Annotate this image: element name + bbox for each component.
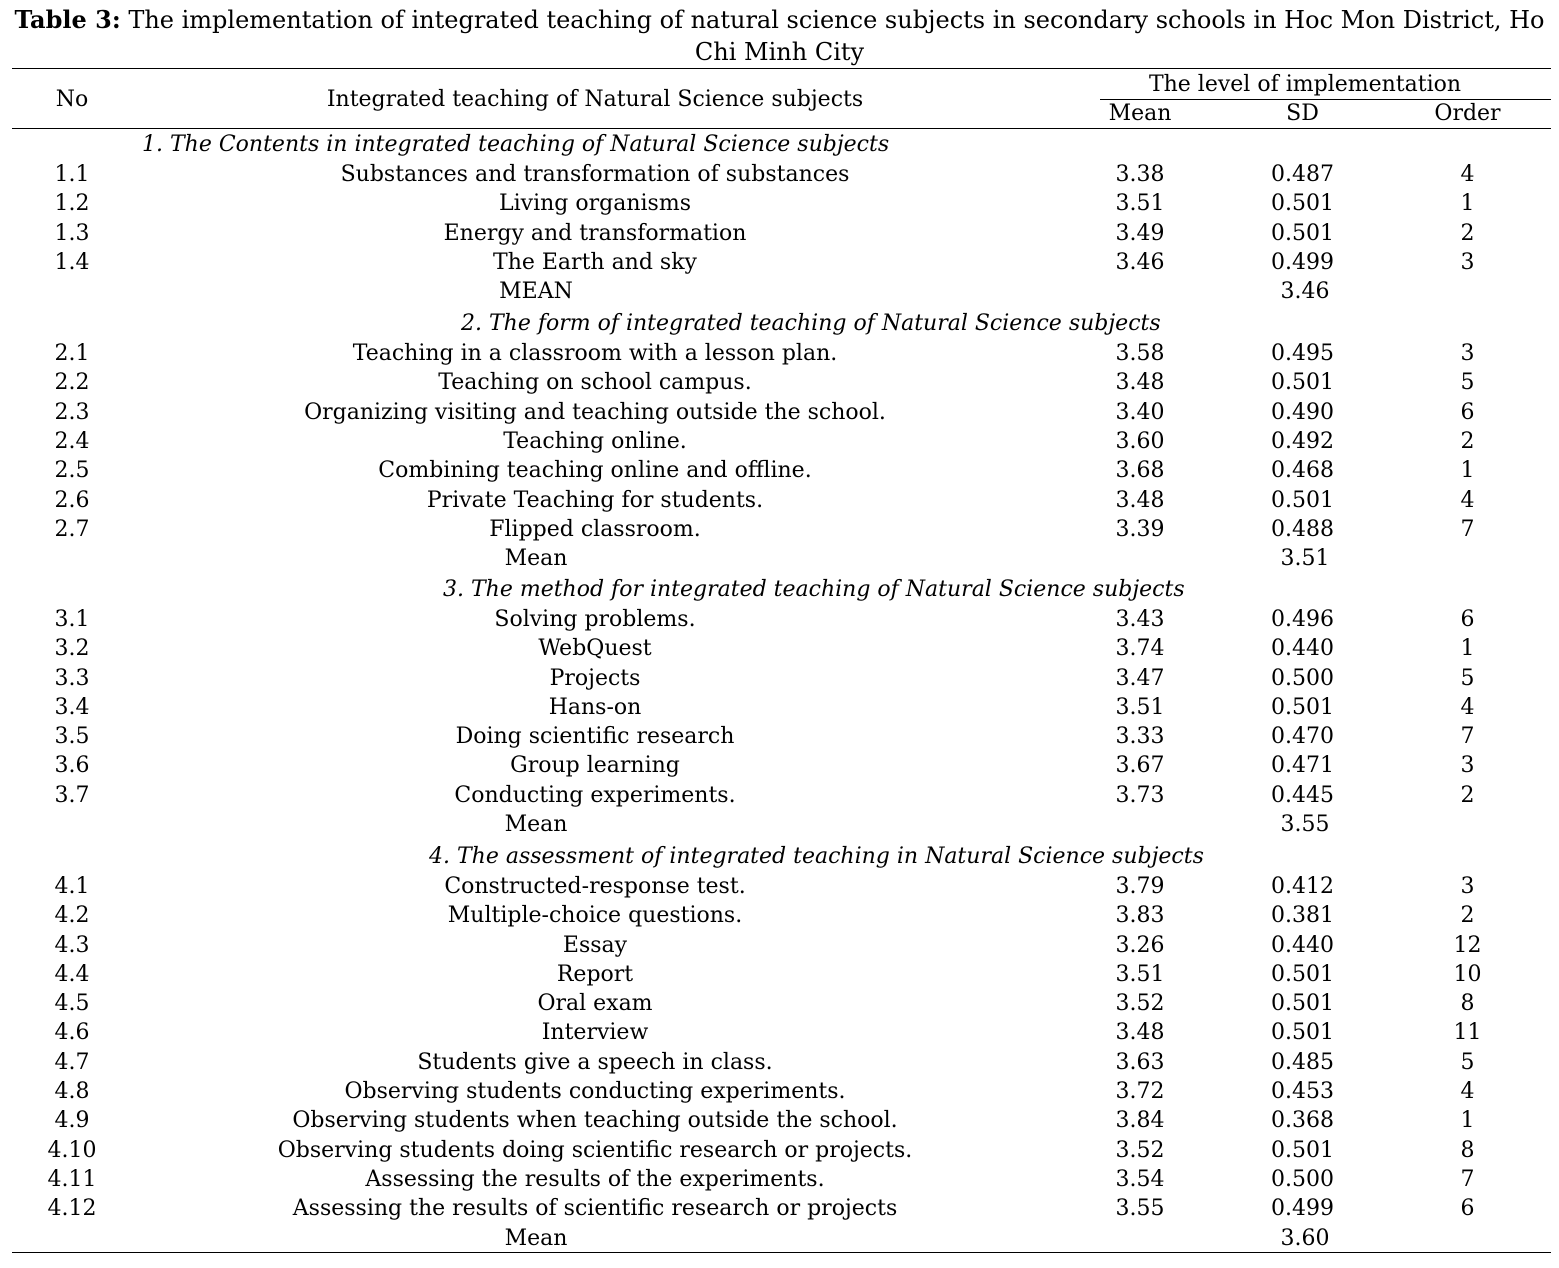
row-order: 4 <box>1460 488 1475 513</box>
row-item: Solving problems. <box>494 607 696 632</box>
row-number: 1.4 <box>54 250 90 275</box>
row-item: Living organisms <box>499 191 691 216</box>
row-number: 3.1 <box>54 607 90 632</box>
row-order: 1 <box>1460 636 1475 661</box>
row-order: 8 <box>1460 991 1475 1016</box>
row-number: 4.9 <box>54 1108 90 1133</box>
row-number: 4.1 <box>54 874 90 899</box>
row-sd: 0.496 <box>1271 607 1334 632</box>
row-order: 1 <box>1460 458 1475 483</box>
row-sd: 0.488 <box>1271 517 1334 542</box>
row-sd: 0.501 <box>1271 962 1334 987</box>
row-order: 4 <box>1460 162 1475 187</box>
row-number: 2.3 <box>54 400 90 425</box>
row-order: 8 <box>1460 1138 1475 1163</box>
header-sd: SD <box>1286 101 1319 126</box>
row-item: Organizing visiting and teaching outside the school. <box>304 400 886 425</box>
row-sd: 0.470 <box>1271 724 1334 749</box>
row-item: Projects <box>549 666 641 691</box>
row-mean: 3.38 <box>1115 162 1165 187</box>
row-mean: 3.55 <box>1115 1196 1165 1221</box>
section-summary-label: Mean <box>504 546 568 571</box>
row-mean: 3.79 <box>1115 874 1165 899</box>
row-mean: 3.54 <box>1115 1167 1165 1192</box>
row-order: 6 <box>1460 607 1475 632</box>
row-item: Interview <box>541 1020 649 1045</box>
section-summary-value: 3.46 <box>1280 279 1330 304</box>
row-item: Doing scientific research <box>455 724 735 749</box>
row-number: 4.12 <box>47 1196 97 1221</box>
row-sd: 0.412 <box>1271 874 1334 899</box>
row-item: Energy and transformation <box>443 221 747 246</box>
row-item: Group learning <box>510 753 680 778</box>
row-number: 4.3 <box>54 933 90 958</box>
row-mean: 3.26 <box>1115 933 1165 958</box>
row-number: 3.2 <box>54 636 90 661</box>
row-sd: 0.468 <box>1271 458 1334 483</box>
row-number: 2.4 <box>54 429 90 454</box>
row-sd: 0.453 <box>1271 1079 1334 1104</box>
row-item: Report <box>556 962 634 987</box>
row-number: 4.5 <box>54 991 90 1016</box>
row-mean: 3.49 <box>1115 221 1165 246</box>
row-order: 7 <box>1460 1167 1475 1192</box>
row-mean: 3.39 <box>1115 517 1165 542</box>
row-number: 1.1 <box>54 162 90 187</box>
row-item: Observing students conducting experiments. <box>344 1079 846 1104</box>
row-mean: 3.40 <box>1115 400 1165 425</box>
row-mean: 3.68 <box>1115 458 1165 483</box>
row-item: Teaching on school campus. <box>438 370 752 395</box>
row-order: 3 <box>1460 753 1475 778</box>
row-mean: 3.72 <box>1115 1079 1165 1104</box>
row-order: 3 <box>1460 250 1475 275</box>
row-sd: 0.440 <box>1271 933 1334 958</box>
row-order: 12 <box>1453 933 1482 958</box>
row-sd: 0.501 <box>1271 991 1334 1016</box>
row-item: Observing students when teaching outside the school. <box>292 1108 898 1133</box>
row-item: Observing students doing scientific research or projects. <box>277 1138 913 1163</box>
row-number: 2.1 <box>54 341 90 366</box>
row-sd: 0.495 <box>1271 341 1334 366</box>
row-number: 4.8 <box>54 1079 90 1104</box>
row-mean: 3.33 <box>1115 724 1165 749</box>
row-item: Oral exam <box>537 991 653 1016</box>
row-sd: 0.471 <box>1271 753 1334 778</box>
row-mean: 3.47 <box>1115 666 1165 691</box>
row-order: 4 <box>1460 1079 1475 1104</box>
row-item: Substances and transformation of substances <box>340 162 850 187</box>
row-mean: 3.51 <box>1115 191 1165 216</box>
row-item: Multiple-choice questions. <box>447 903 743 928</box>
row-order: 1 <box>1460 1108 1475 1133</box>
row-item: Conducting experiments. <box>454 783 736 808</box>
row-mean: 3.48 <box>1115 1020 1165 1045</box>
table-caption-text-line1: The implementation of integrated teaching of natural science subjects in secondary schools in Hoc Mon District, Ho <box>128 6 1545 34</box>
row-item: Flipped classroom. <box>489 517 701 542</box>
row-mean: 3.58 <box>1115 341 1165 366</box>
section-summary-value: 3.51 <box>1280 546 1330 571</box>
row-sd: 0.487 <box>1271 162 1334 187</box>
header-item: Integrated teaching of Natural Science subjects <box>326 87 864 112</box>
section-summary-value: 3.60 <box>1280 1226 1330 1251</box>
section-title: 4. The assessment of integrated teaching in Natural Science subjects <box>429 844 1204 869</box>
row-sd: 0.381 <box>1271 903 1334 928</box>
row-sd: 0.500 <box>1271 1167 1334 1192</box>
row-order: 4 <box>1460 695 1475 720</box>
row-order: 5 <box>1460 370 1475 395</box>
row-item: Assessing the results of the experiments. <box>365 1167 825 1192</box>
row-order: 7 <box>1460 724 1475 749</box>
section-title: 3. The method for integrated teaching of Natural Science subjects <box>443 577 1185 602</box>
row-number: 2.2 <box>54 370 90 395</box>
row-sd: 0.499 <box>1271 1196 1334 1221</box>
row-sd: 0.501 <box>1271 488 1334 513</box>
row-number: 4.6 <box>54 1020 90 1045</box>
row-number: 2.6 <box>54 488 90 513</box>
row-order: 7 <box>1460 517 1475 542</box>
section-summary-label: Mean <box>504 812 568 837</box>
row-number: 4.4 <box>54 962 90 987</box>
row-number: 3.5 <box>54 724 90 749</box>
row-sd: 0.501 <box>1271 695 1334 720</box>
row-order: 2 <box>1460 221 1475 246</box>
row-sd: 0.501 <box>1271 1138 1334 1163</box>
row-sd: 0.368 <box>1271 1108 1334 1133</box>
row-item: Combining teaching online and offline. <box>378 458 812 483</box>
row-mean: 3.83 <box>1115 903 1165 928</box>
row-sd: 0.492 <box>1271 429 1334 454</box>
row-number: 2.7 <box>54 517 90 542</box>
header-no: No <box>55 87 89 112</box>
section-title: 2. The form of integrated teaching of Natural Science subjects <box>461 311 1161 336</box>
header-order: Order <box>1434 101 1501 126</box>
row-number: 3.6 <box>54 753 90 778</box>
row-number: 3.3 <box>54 666 90 691</box>
row-sd: 0.490 <box>1271 400 1334 425</box>
row-sd: 0.500 <box>1271 666 1334 691</box>
row-number: 4.11 <box>47 1167 97 1192</box>
row-order: 6 <box>1460 1196 1475 1221</box>
row-order: 3 <box>1460 874 1475 899</box>
row-mean: 3.43 <box>1115 607 1165 632</box>
table-caption <box>10 4 1549 68</box>
row-order: 3 <box>1460 341 1475 366</box>
row-mean: 3.51 <box>1115 962 1165 987</box>
row-number: 3.4 <box>54 695 90 720</box>
row-mean: 3.46 <box>1115 250 1165 275</box>
row-order: 5 <box>1460 1050 1475 1075</box>
row-mean: 3.51 <box>1115 695 1165 720</box>
section-title: 1. The Contents in integrated teaching of Natural Science subjects <box>142 132 890 157</box>
row-number: 2.5 <box>54 458 90 483</box>
row-mean: 3.84 <box>1115 1108 1165 1133</box>
row-order: 2 <box>1460 783 1475 808</box>
row-item: Hans-on <box>548 695 642 720</box>
row-sd: 0.485 <box>1271 1050 1334 1075</box>
row-number: 4.2 <box>54 903 90 928</box>
row-sd: 0.501 <box>1271 191 1334 216</box>
header-level-group: The level of implementation <box>1148 72 1462 97</box>
row-order: 1 <box>1460 191 1475 216</box>
row-number: 3.7 <box>54 783 90 808</box>
row-mean: 3.63 <box>1115 1050 1165 1075</box>
row-item: Private Teaching for students. <box>426 488 764 513</box>
section-summary-value: 3.55 <box>1280 812 1330 837</box>
row-sd: 0.501 <box>1271 370 1334 395</box>
row-sd: 0.445 <box>1271 783 1334 808</box>
row-order: 5 <box>1460 666 1475 691</box>
row-sd: 0.440 <box>1271 636 1334 661</box>
row-mean: 3.48 <box>1115 488 1165 513</box>
section-summary-label: Mean <box>504 1226 568 1251</box>
row-number: 1.3 <box>54 221 90 246</box>
row-item: Assessing the results of scientific research or projects <box>292 1196 898 1221</box>
row-item: WebQuest <box>538 636 652 661</box>
row-sd: 0.501 <box>1271 1020 1334 1045</box>
row-item: The Earth and sky <box>493 250 697 275</box>
table-top-rule <box>12 68 1551 69</box>
row-mean: 3.52 <box>1115 1138 1165 1163</box>
row-order: 11 <box>1453 1020 1482 1045</box>
row-item: Constructed-response test. <box>444 874 746 899</box>
row-item: Teaching in a classroom with a lesson plan. <box>352 341 838 366</box>
table-caption-label: Table 3: <box>14 5 121 34</box>
section-summary-label: MEAN <box>499 279 573 304</box>
row-order: 6 <box>1460 400 1475 425</box>
row-item: Essay <box>562 933 628 958</box>
row-number: 4.7 <box>54 1050 90 1075</box>
row-sd: 0.499 <box>1271 250 1334 275</box>
row-item: Students give a speech in class. <box>417 1050 773 1075</box>
table-caption-text-line2: Chi Minh City <box>694 38 865 66</box>
row-mean: 3.48 <box>1115 370 1165 395</box>
row-order: 2 <box>1460 903 1475 928</box>
header-bottom-rule <box>12 128 1551 129</box>
row-number: 1.2 <box>54 191 90 216</box>
row-order: 2 <box>1460 429 1475 454</box>
row-number: 4.10 <box>47 1138 97 1163</box>
row-mean: 3.73 <box>1115 783 1165 808</box>
row-order: 10 <box>1453 962 1482 987</box>
table-bottom-rule <box>12 1252 1551 1253</box>
row-mean: 3.74 <box>1115 636 1165 661</box>
row-sd: 0.501 <box>1271 221 1334 246</box>
row-mean: 3.52 <box>1115 991 1165 1016</box>
row-mean: 3.67 <box>1115 753 1165 778</box>
row-mean: 3.60 <box>1115 429 1165 454</box>
header-mean: Mean <box>1108 101 1172 126</box>
row-item: Teaching online. <box>503 429 687 454</box>
